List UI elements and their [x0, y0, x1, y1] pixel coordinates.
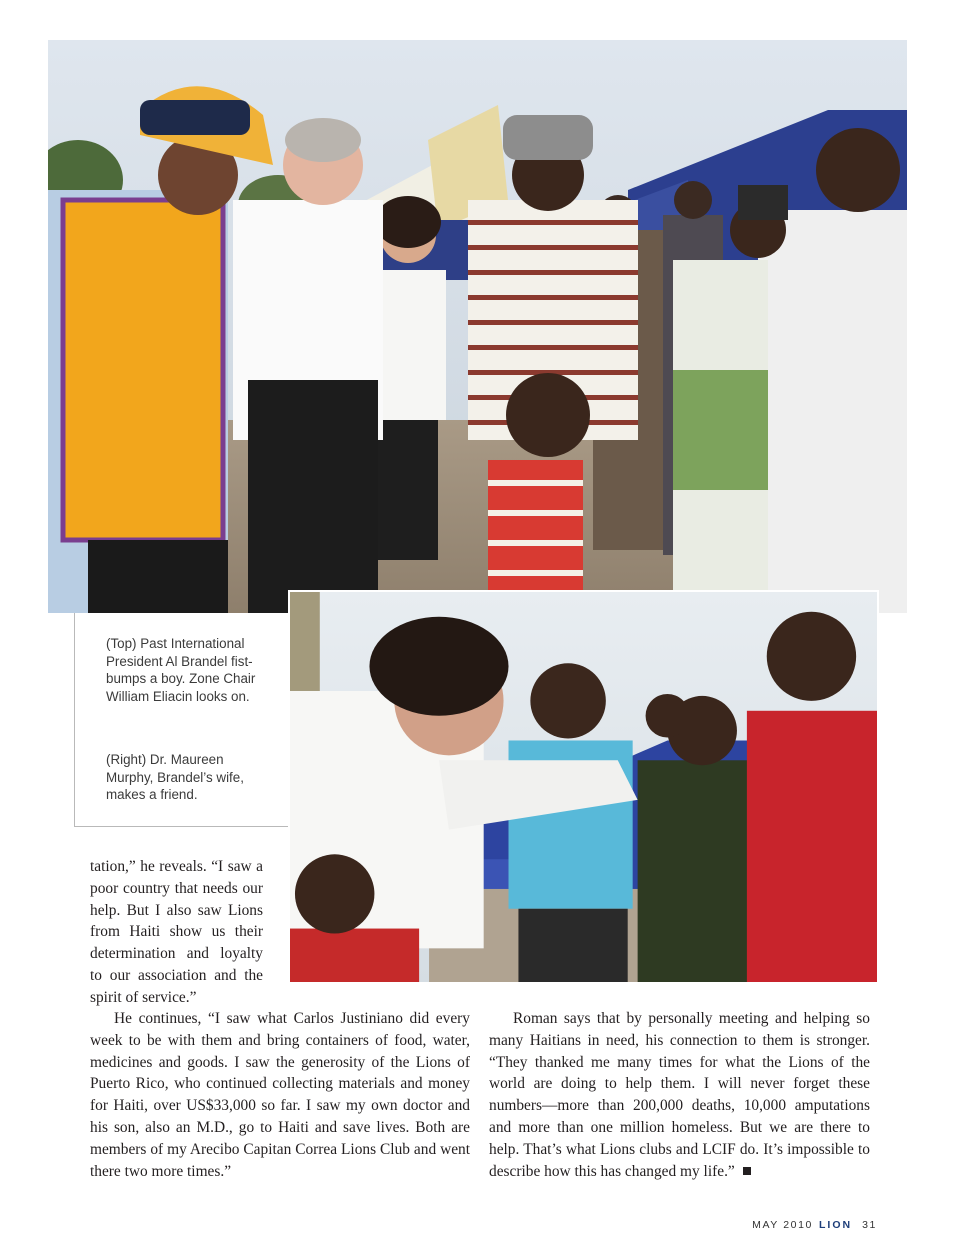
folio-date: MAY 2010: [752, 1219, 814, 1231]
folio-page-number: 31: [862, 1219, 877, 1231]
photo-top: [48, 40, 907, 613]
photo-right: [288, 590, 879, 984]
caption-box: [74, 613, 288, 827]
article-paragraph-3-text: Roman says that by personally meeting and helping so many Haitians in need, his connection to them is stronger. “They thanked me many times for what the Lions of the world are doing to help them. I will never forget these numbers—more than 200,000 deaths, 10,000 amputations and more than one million homeless. But we are there to help. That’s what Lions clubs and LCIF do. It’s impossible to describe how this has changed my life.”: [489, 1010, 870, 1180]
folio-magazine: LION: [819, 1219, 853, 1231]
page-folio: [752, 1219, 877, 1231]
article-paragraph-2: He continues, “I saw what Carlos Justiniano did every week to be with them and bring containers of food, water, medicines and goods. I saw the generosity of the Lions of Puerto Rico, who continued collecting materials and money for Haiti, over US$33,000 so far. I saw my own doctor and his son, also an M.D., go to Haiti and save lives. Both are members of my Arecibo Capitan Correa Lions Club and went there two more times.”: [90, 1010, 470, 1180]
caption-right: (Right) Dr. Maureen Murphy, Brandel’s wife, makes a friend.: [106, 752, 244, 802]
end-of-article-icon: [743, 1167, 751, 1175]
photo-right-image: [290, 592, 877, 982]
article-paragraph-3: [489, 1008, 870, 1182]
caption-top: (Top) Past International President Al Brandel fist-bumps a boy. Zone Chair William Eliacin looks on.: [106, 636, 256, 704]
article-paragraph-1: tation,” he reveals. “I saw a poor country that needs our help. But I also saw Lions from Haiti show us their determination and loyalty to our association and the spirit of service.”: [90, 858, 263, 1006]
photo-top-image: [48, 40, 907, 613]
